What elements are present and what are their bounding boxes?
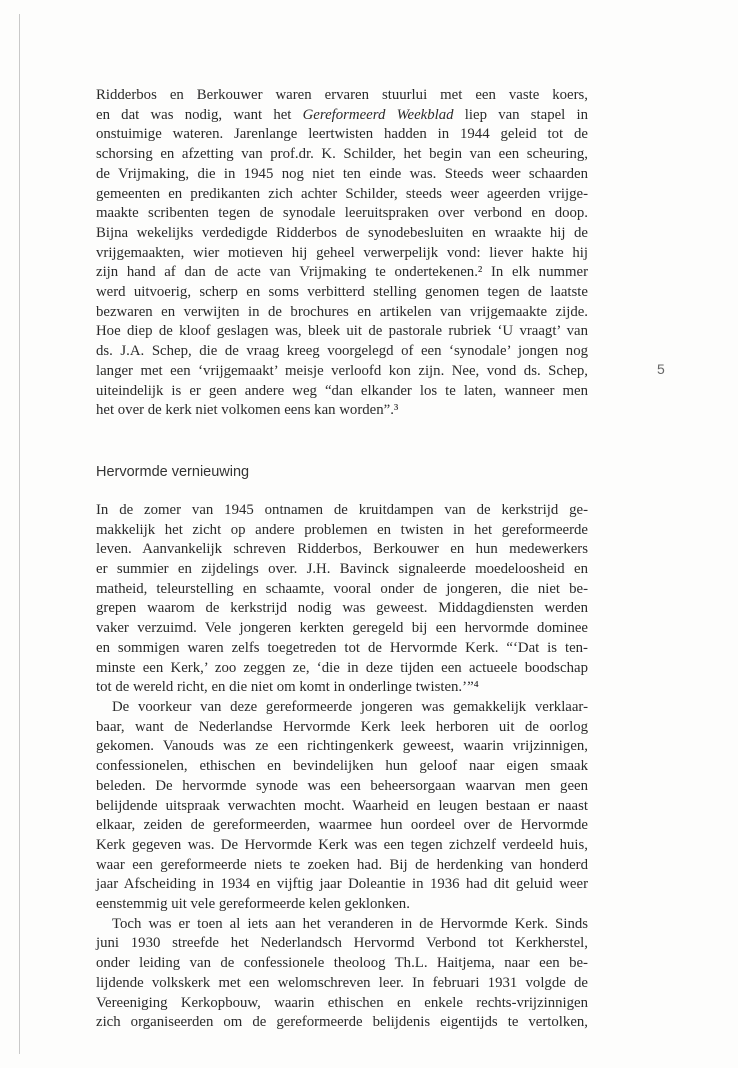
text-line: zijn hand af dan de acte van Vrijmaking te ondertekenen.² In elk nummer <box>96 264 588 281</box>
text-line: Vereeniging Kerkopbouw, waarin ethischen en enkele rechts-vrijzinnigen <box>96 994 588 1011</box>
text-line: leven. Aanvankelijk schreven Ridderbos, Berkouwer en hun medewerkers <box>96 541 588 558</box>
text-line: bezwaren en verwijten in de brochures en artikelen van vrijgemaakte zijde. <box>96 303 588 320</box>
text-fragment: en dat was nodig, want het <box>96 106 303 123</box>
body-text <box>96 86 588 1033</box>
text-line: er summier en zijdelings over. J.H. Bavinck signaleerde moedeloosheid en <box>96 561 588 578</box>
text-line: minste een Kerk,’ zoo zeggen ze, ‘die in deze tijden een actueele boodschap <box>96 659 588 676</box>
paragraph-3 <box>96 698 588 915</box>
text-line: juni 1930 streefde het Nederlandsch Hervormd Verbond tot Kerkherstel, <box>96 935 588 952</box>
text-line: Kerk gegeven was. De Hervormde Kerk was een tegen zichzelf verdeeld huis, <box>96 836 588 853</box>
section-heading: Hervormde vernieuwing <box>96 463 250 480</box>
text-line: elkaar, zeiden de gereformeerden, waarmee hun oordeel over de Hervormde <box>96 817 588 834</box>
text-line: gekomen. Vanouds was ze een richtingenkerk geweest, waarin vrijzinnigen, <box>96 738 588 755</box>
text-line: waar een gereformeerde niets te zoeken had. Bij de herdenking van honderd <box>96 856 588 873</box>
text-line: gemeenten en predikanten zich achter Schilder, steeds weer ageerden vrijge- <box>96 185 588 202</box>
page-edge-rule <box>19 14 20 1054</box>
text-line: de Vrijmaking, die in 1945 nog niet ten einde was. Steeds weer schaarden <box>96 165 588 182</box>
text-line: ds. J.A. Schep, die de vraag kreeg voorgelegd of een ‘synodale’ jongen nog <box>96 343 588 360</box>
text-line: matheid, teleurstelling en schaamte, vooral onder de jongeren, die niet be- <box>96 580 588 597</box>
text-line: en sommigen waren zelfs toegetreden tot de Hervormde Kerk. “‘Dat is ten- <box>96 639 588 656</box>
text-line: grepen waarom de kerkstrijd nodig was geweest. Middagdiensten werden <box>96 600 588 617</box>
publication-title: Gereformeerd Weekblad <box>302 106 454 123</box>
paragraph-2 <box>96 501 588 698</box>
text-line: In de zomer van 1945 ontnamen de kruitdampen van de kerkstrijd ge- <box>96 501 588 518</box>
text-line: Ridderbos en Berkouwer waren ervaren stuurlui met een vaste koers, <box>96 87 588 103</box>
paragraph-1 <box>96 86 588 421</box>
text-line: jaar Afscheiding in 1934 en vijftig jaar Doleantie in 1936 had dit geluid weer <box>96 876 588 893</box>
text-line: zich organiseerden om de gereformeerde belijdenis eigentijds te vertolken, <box>96 1014 588 1031</box>
text-line: onstuimige wateren. Jarenlange leertwisten hadden in 1944 geleid tot de <box>96 126 588 143</box>
page-number: 5 <box>657 361 665 377</box>
paragraph-4 <box>96 915 588 1033</box>
text-line: tot de wereld richt, en die niet om komt in onderlinge twisten.’”⁴ <box>96 679 479 696</box>
text-line: uiteindelijk is er geen andere weg “dan elkander los te laten, wanneer men <box>96 382 588 399</box>
text-line: langer met een ‘vrijgemaakt’ meisje verloofd kon zijn. Nee, vond ds. Schep, <box>96 362 588 379</box>
text-line: confessionelen, ethischen en bevindelijken hun geloof naar eigen smaak <box>96 758 588 775</box>
text-line: eenstemmig uit vele gereformeerde kelen geklonken. <box>96 896 410 913</box>
text-line: Bijna wekelijks verdedigde Ridderbos de synodebesluiten en wraakte hij de <box>96 224 588 241</box>
text-line: makkelijk het zicht op andere problemen en twisten in het gereformeerde <box>96 521 588 538</box>
text-line <box>96 106 588 126</box>
text-line: belijdende uitspraak verwachten mocht. Waarheid en leugen bestaan er naast <box>96 797 588 814</box>
text-line: baar, want de Nederlandse Hervormde Kerk leek herboren uit de oorlog <box>96 718 588 735</box>
text-line: het over de kerk niet volkomen eens kan worden”.³ <box>96 402 399 419</box>
text-line: werd uitvoerig, scherp en soms verbitterd stelling genomen tegen de laatste <box>96 284 588 301</box>
text-line: Hoe diep de kloof geslagen was, bleek uit de pastorale rubriek ‘U vraagt’ van <box>96 323 588 340</box>
text-line: beleden. De hervormde synode was een beheersorgaan waarvan men geen <box>96 777 588 794</box>
text-line: De voorkeur van deze gereformeerde jongeren was gemakkelijk verklaar- <box>112 698 588 715</box>
text-line: maakte scribenten tegen de synodale leeruitspraken over verbond en doop. <box>96 205 588 222</box>
text-line: schorsing en afzetting van prof.dr. K. Schilder, het begin van een scheuring, <box>96 146 588 163</box>
text-fragment: liep van stapel in <box>453 106 589 123</box>
text-line: lijdende volkskerk met een welomschreven leer. In februari 1931 volgde de <box>96 974 588 991</box>
text-line: vaker verzuimd. Vele jongeren kerkten geregeld bij een hervormde dominee <box>96 620 588 637</box>
text-line: vrijgemaakten, wier motieven hij geheel verwerpelijk vond: liever hakte hij <box>96 244 588 261</box>
text-line: onder leiding van de confessionele theoloog Th.L. Haitjema, naar een be- <box>96 955 588 972</box>
text-line: Toch was er toen al iets aan het veranderen in de Hervormde Kerk. Sinds <box>112 915 588 932</box>
